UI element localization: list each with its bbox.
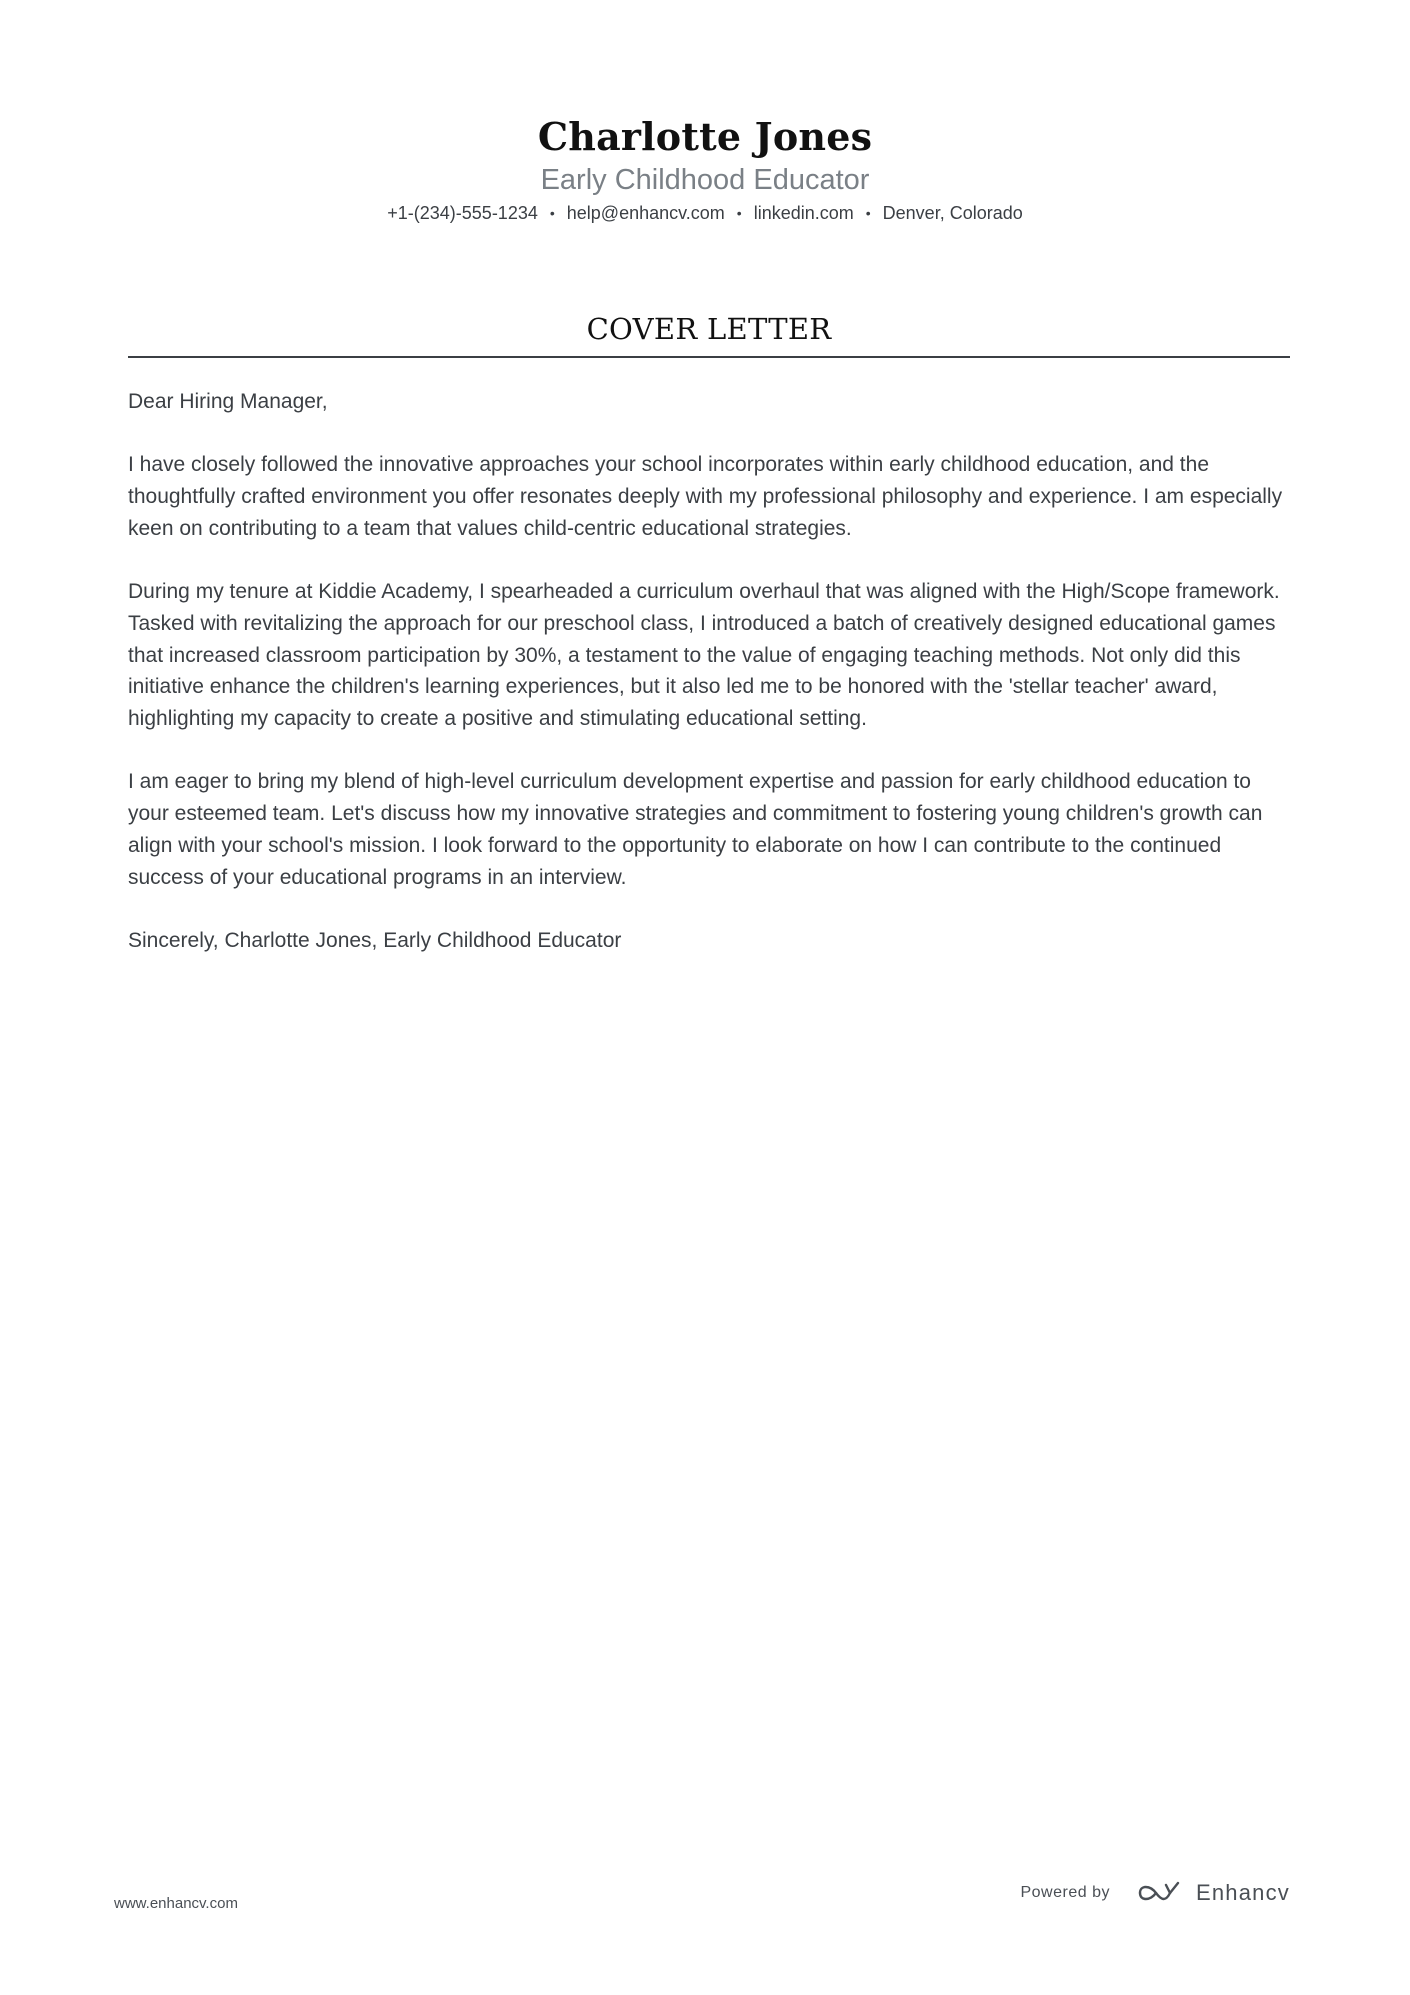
separator-dot: • (736, 205, 742, 221)
footer-branding (1020, 1880, 1290, 1906)
candidate-name: Charlotte Jones (537, 114, 873, 159)
letter-paragraph: I am eager to bring my blend of high-level curriculum development expertise and passion for early childhood education to your esteemed team. Let's discuss how my innovative strategies and commitment to fostering young children's growth can align with your school's mission. I look forward to the opportunity to elaborate on how I can contribute to the continued success of your educational programs in an interview. (128, 770, 1263, 889)
enhancv-logo-text: Enhancv (1195, 1880, 1290, 1905)
letter-paragraph: I have closely followed the innovative approaches your school incorporates within early childhood education, and the thoughtfully crafted environment you offer resonates deeply with my professional philosophy and experience. I am especially keen on contributing to a team that values child-centric educational strategies. (128, 453, 1283, 540)
footer-website-link[interactable]: www.enhancv.com (114, 1895, 238, 1912)
contact-phone[interactable]: +1-(234)-555-1234 (387, 203, 538, 223)
powered-by-label: Powered by (1020, 1884, 1110, 1901)
contact-linkedin[interactable]: linkedin.com (753, 203, 854, 223)
separator-dot: • (865, 205, 871, 221)
enhancv-logo-icon (1136, 1880, 1184, 1906)
contact-line (0, 200, 1410, 226)
section-title: COVER LETTER (586, 312, 832, 346)
letter-greeting: Dear Hiring Manager, (128, 390, 328, 413)
section-divider (128, 356, 1290, 358)
contact-location: Denver, Colorado (882, 203, 1023, 223)
separator-dot: • (549, 205, 555, 221)
letter-closing: Sincerely, Charlotte Jones, Early Childhood Educator (128, 928, 622, 952)
candidate-role: Early Childhood Educator (540, 164, 870, 196)
letter-body (128, 386, 1290, 988)
contact-email[interactable]: help@enhancv.com (566, 203, 725, 223)
letter-paragraph: During my tenure at Kiddie Academy, I spearheaded a curriculum overhaul that was aligned with the High/Scope framework. Tasked with revitalizing the approach for our preschool class, I introduced a batch of creatively designed educational games that increased classroom participation by 30%, a testament to the value of engaging teaching methods. Not only did this initiative enhance the children's learning experiences, but it also led me to be honored with the 'stellar teacher' award, highlighting my capacity to create a positive and stimulating educational setting. (128, 580, 1280, 730)
resume-header (0, 112, 1410, 226)
